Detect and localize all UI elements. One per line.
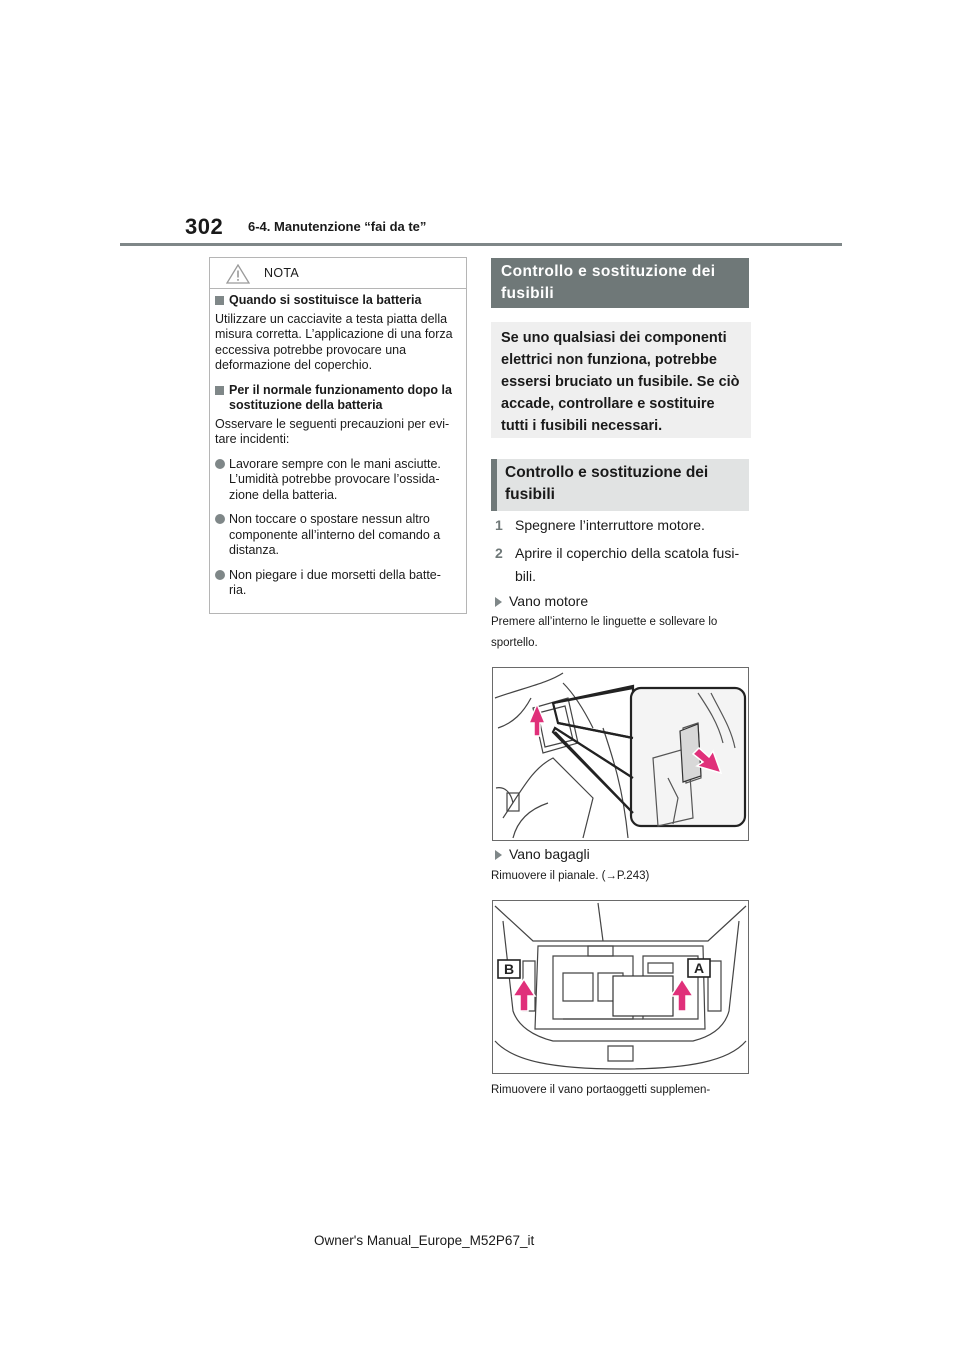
circle-bullet-icon <box>215 459 225 469</box>
step-1: 1 Spegnere l’interruttore motore. <box>495 517 705 533</box>
nota-text-screwdriver: Utilizzare un cacciavite a testa piatta della misura corretta. L’applicazione di una forza eccessiva potrebbe provocare una deformazione del coperchio. <box>215 311 453 372</box>
engine-fuse-illustration <box>493 668 748 840</box>
footer-text: Owner's Manual_Europe_M52P67_it <box>314 1233 535 1248</box>
lift-arrow-a-icon <box>671 979 693 1011</box>
nota-heading-operation: Per il normale funzionamento dopo la sostituzione della batteria <box>215 383 456 414</box>
nota-heading-battery: Quando si sostituisce la batteria <box>215 293 456 309</box>
page-number: 302 <box>185 214 224 239</box>
luggage-label: Vano bagagli <box>495 846 695 864</box>
nota-title: NOTA <box>264 266 299 280</box>
lift-arrow-icon <box>529 704 545 736</box>
luggage-instruction: Rimuovere il pianale. (→P.243) <box>491 870 650 882</box>
nota-bullet: Non piegare i due morsetti della batte-ria. <box>215 568 456 599</box>
callout-b-label: B <box>503 961 515 977</box>
callout-a-label: A <box>693 960 705 976</box>
nota-box <box>209 257 467 614</box>
tail-text: Rimuovere il vano portaoggetti supplemen- <box>491 1084 711 1096</box>
triangle-bullet-icon <box>495 850 502 860</box>
engine-fuse-figure <box>492 667 749 841</box>
subheading-bar <box>491 459 497 511</box>
nota-header <box>210 258 466 289</box>
section-title: 6-4. Manutenzione “fai da te” <box>248 219 427 234</box>
lift-arrow-b-icon <box>513 979 535 1011</box>
intro-box: Se uno qualsiasi dei componenti elettrici non funziona, potrebbe essersi bruciato un fusibile. Se ciò accade, controllare e sostituire tutti i fusibili necessari. <box>491 322 751 438</box>
subheading: Controllo e sostituzione dei fusibili <box>491 459 749 511</box>
circle-bullet-icon <box>215 570 225 580</box>
luggage-fuse-illustration <box>493 901 748 1073</box>
engine-instruction: Premere all’interno le linguette e sollevare lo sportello. <box>491 616 718 649</box>
nota-text-precautions: Osservare le seguenti precauzioni per evi-tare incidenti: <box>215 416 450 446</box>
luggage-fuse-figure <box>492 900 749 1074</box>
warning-icon <box>226 264 250 284</box>
square-bullet-icon <box>215 386 224 395</box>
nota-bullet: Lavorare sempre con le mani asciutte. L’umidità potrebbe provocare l’ossida-zione della batteria. <box>215 457 456 504</box>
square-bullet-icon <box>215 296 224 305</box>
circle-bullet-icon <box>215 514 225 524</box>
nota-body <box>210 289 466 599</box>
triangle-bullet-icon <box>495 597 502 607</box>
step-2: 2 Aprire il coperchio della scatola fusi-bili. <box>495 545 740 584</box>
section-heading: Controllo e sostituzione dei fusibili <box>491 258 749 308</box>
nota-bullet: Non toccare o spostare nessun altro componente all’interno del comando a distanza. <box>215 512 456 559</box>
engine-label: Vano motore <box>495 593 695 611</box>
header-rule <box>120 243 842 246</box>
